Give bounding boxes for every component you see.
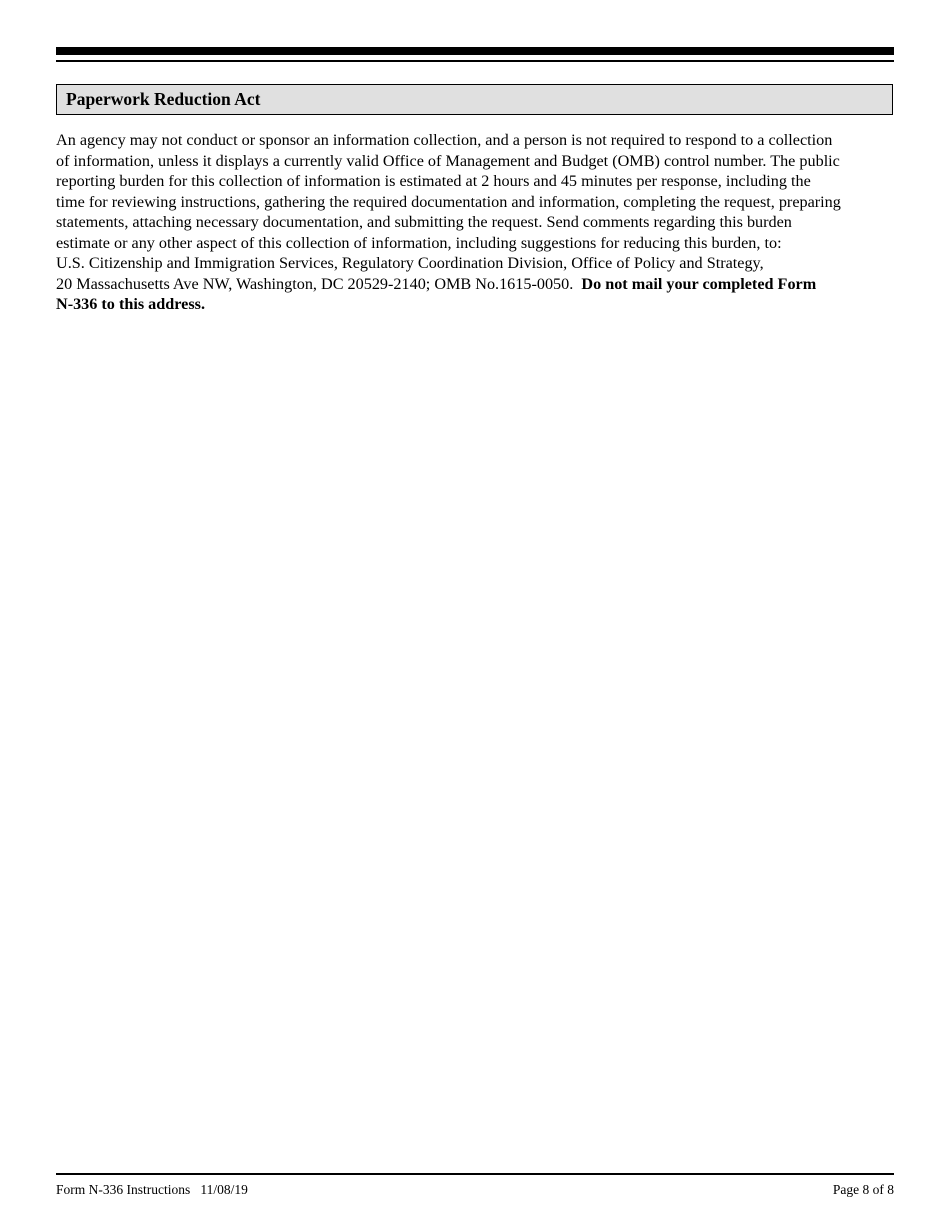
- footer-page-number: Page 8 of 8: [832, 1182, 894, 1197]
- footer-rule: [56, 1173, 894, 1175]
- paragraph-line: reporting burden for this collection of information is estimated at 2 hours and 45 minutes per response, including the: [56, 172, 811, 190]
- section-header: [56, 84, 893, 115]
- paperwork-reduction-paragraph: [56, 130, 896, 315]
- paragraph-line: time for reviewing instructions, gathering the required documentation and information, completing the request, preparing: [56, 192, 841, 211]
- section-title: Paperwork Reduction Act: [66, 88, 261, 109]
- mailing-address: 20 Massachusetts Ave NW, Washington, DC 20529-2140; OMB No.1615-0050.: [56, 274, 582, 293]
- paragraph-line: [56, 274, 896, 295]
- top-rule-thin: [56, 60, 894, 62]
- paragraph-line: of information, unless it displays a currently valid Office of Management and Budget (OMB) control number. The public: [56, 151, 840, 170]
- mail-warning: Do not mail your completed Form: [581, 274, 817, 293]
- paragraph-line: estimate or any other aspect of this collection of information, including suggestions for reducing this burden, to:: [56, 233, 782, 252]
- top-rule-thick: [56, 47, 894, 55]
- paragraph-line: An agency may not conduct or sponsor an information collection, and a person is not required to respond to a collection: [56, 131, 833, 149]
- paragraph-line: U.S. Citizenship and Immigration Services, Regulatory Coordination Division, Office of Policy and Strategy,: [56, 254, 764, 272]
- footer-form-info: Form N-336 Instructions 11/08/19: [56, 1182, 248, 1197]
- mail-warning-continued: N-336 to this address.: [56, 295, 205, 313]
- paragraph-line: statements, attaching necessary documentation, and submitting the request. Send comments regarding this burden: [56, 213, 792, 231]
